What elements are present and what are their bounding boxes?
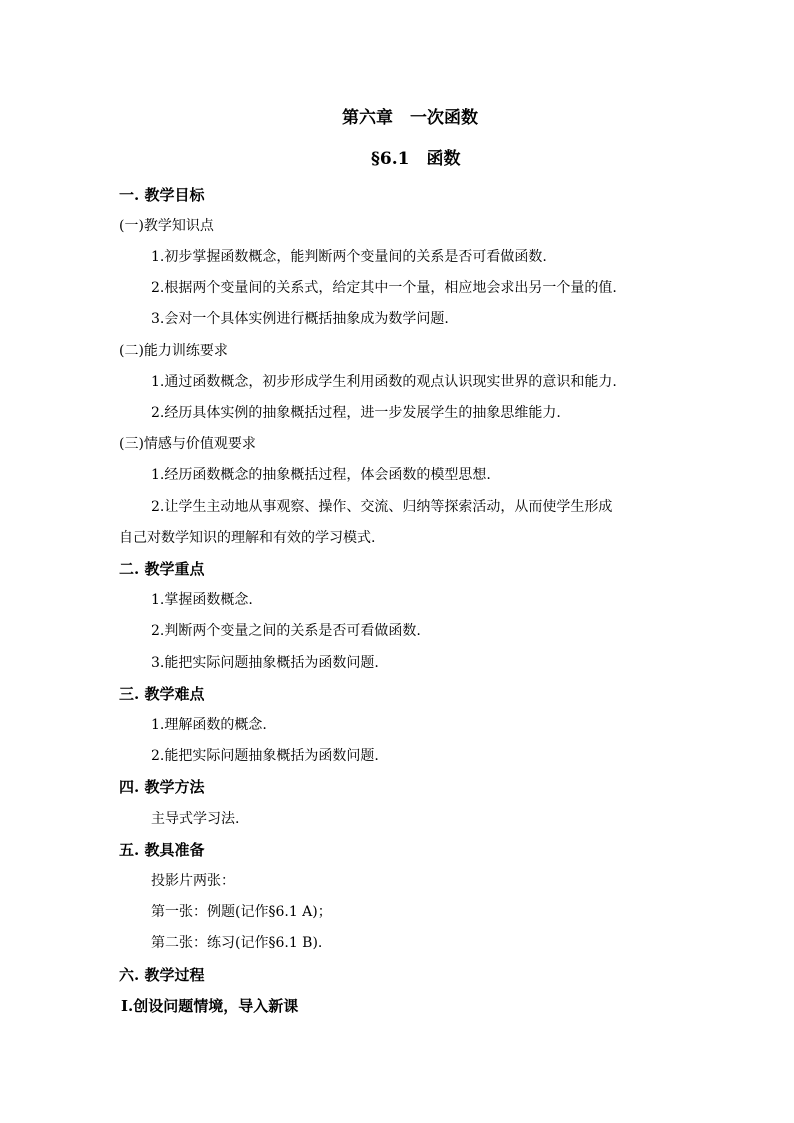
knowledge-item: 3.会对一个具体实例进行概括抽象成为数学问题. — [151, 311, 449, 327]
difficulty-item: 2.能把实际问题抽象概括为函数问题. — [151, 748, 379, 764]
knowledge-heading: (一)教学知识点 — [119, 218, 214, 234]
ability-heading: (二)能力训练要求 — [119, 343, 228, 359]
emotion-heading: (三)情感与价值观要求 — [119, 436, 256, 452]
knowledge-item: 1.初步掌握函数概念，能判断两个变量间的关系是否可看做函数. — [151, 249, 547, 265]
tools-item: 第一张：例题(记作§6.1 A)； — [151, 904, 332, 920]
key-point-item: 3.能把实际问题抽象概括为函数问题. — [151, 655, 379, 671]
emotion-item: 2.让学生主动地从事观察、操作、交流、归纳等探索活动，从而使学生形成 — [151, 499, 613, 515]
ability-item: 2.经历具体实例的抽象概括过程，进一步发展学生的抽象思维能力. — [151, 405, 561, 421]
chapter-title: 第六章 一次函数 — [342, 108, 478, 128]
key-point-item: 1.掌握函数概念. — [151, 592, 253, 608]
goals-heading: 一. 教学目标 — [119, 186, 205, 204]
difficulties-heading: 三. 教学难点 — [119, 685, 205, 703]
emotion-item: 1.经历函数概念的抽象概括过程，体会函数的模型思想. — [151, 467, 491, 483]
emotion-item-continued: 自己对数学知识的理解和有效的学习模式. — [119, 530, 376, 546]
method-item: 主导式学习法. — [151, 811, 240, 827]
process-step-1: Ⅰ.创设问题情境，导入新课 — [121, 997, 299, 1015]
tools-heading: 五. 教具准备 — [119, 841, 205, 859]
process-heading: 六. 教学过程 — [119, 966, 205, 984]
ability-item: 1.通过函数概念，初步形成学生利用函数的观点认识现实世界的意识和能力. — [151, 374, 617, 390]
difficulty-item: 1.理解函数的概念. — [151, 717, 267, 733]
key-point-item: 2.判断两个变量之间的关系是否可看做函数. — [151, 623, 421, 639]
method-heading: 四. 教学方法 — [119, 778, 205, 796]
tools-item: 第二张：练习(记作§6.1 B). — [151, 935, 323, 951]
section-title: §6.1 函数 — [371, 149, 461, 169]
knowledge-item: 2.根据两个变量间的关系式，给定其中一个量，相应地会求出另一个量的值. — [151, 280, 617, 296]
key-points-heading: 二. 教学重点 — [119, 560, 205, 578]
tools-item: 投影片两张： — [151, 873, 235, 889]
